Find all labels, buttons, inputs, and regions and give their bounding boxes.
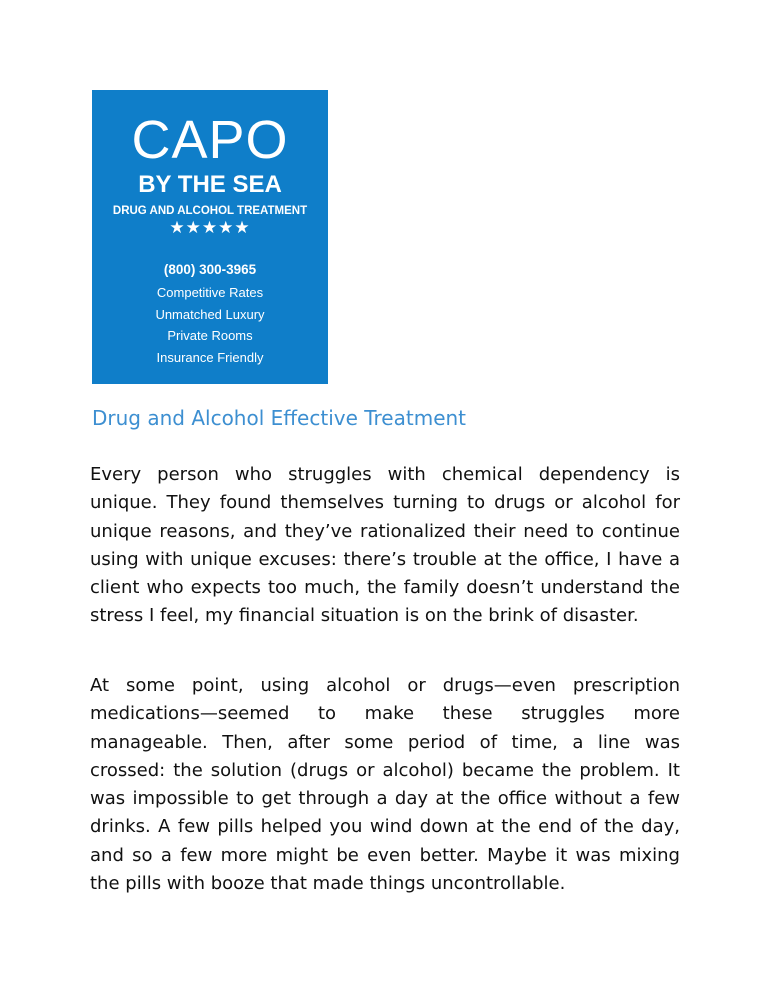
logo-feature: Unmatched Luxury <box>155 307 265 322</box>
article-heading: Drug and Alcohol Effective Treatment <box>92 406 467 430</box>
logo-subtitle: BY THE SEA <box>138 171 282 198</box>
star-rating-icon: ★★★★★ <box>169 218 251 237</box>
logo-feature: Competitive Rates <box>156 285 264 300</box>
logo-feature: Insurance Friendly <box>156 350 264 365</box>
article-paragraph-1: Every person who struggles with chemical dependency is unique. They found themselves turning to drugs or alcohol for unique reasons, and they’ve rationalized their need to continue using with unique excuses: there’s trouble at the office, I have a client who expects too much, the family doesn’t understand the stress I feel, my financial situation is on the brink of disaster. <box>90 464 680 627</box>
article-paragraph-2: At some point, using alcohol or drugs—even prescription medications—seemed to make these struggles more manageable. Then, after some period of time, a line was crossed: the solution (drugs or alcohol) became the problem. It was impossible to get through a day at the office without a few drinks. A few pills helped you wind down at the end of the day, and so a few more might be even better. Maybe it was mixing the pills with booze that made things uncontrollable. <box>90 675 680 895</box>
capo-logo-banner <box>92 90 328 384</box>
logo-tagline: DRUG AND ALCOHOL TREATMENT <box>112 205 308 217</box>
logo-brand: CAPO <box>131 110 289 170</box>
logo-feature: Private Rooms <box>167 328 253 343</box>
logo-phone: (800) 300-3965 <box>163 262 257 277</box>
